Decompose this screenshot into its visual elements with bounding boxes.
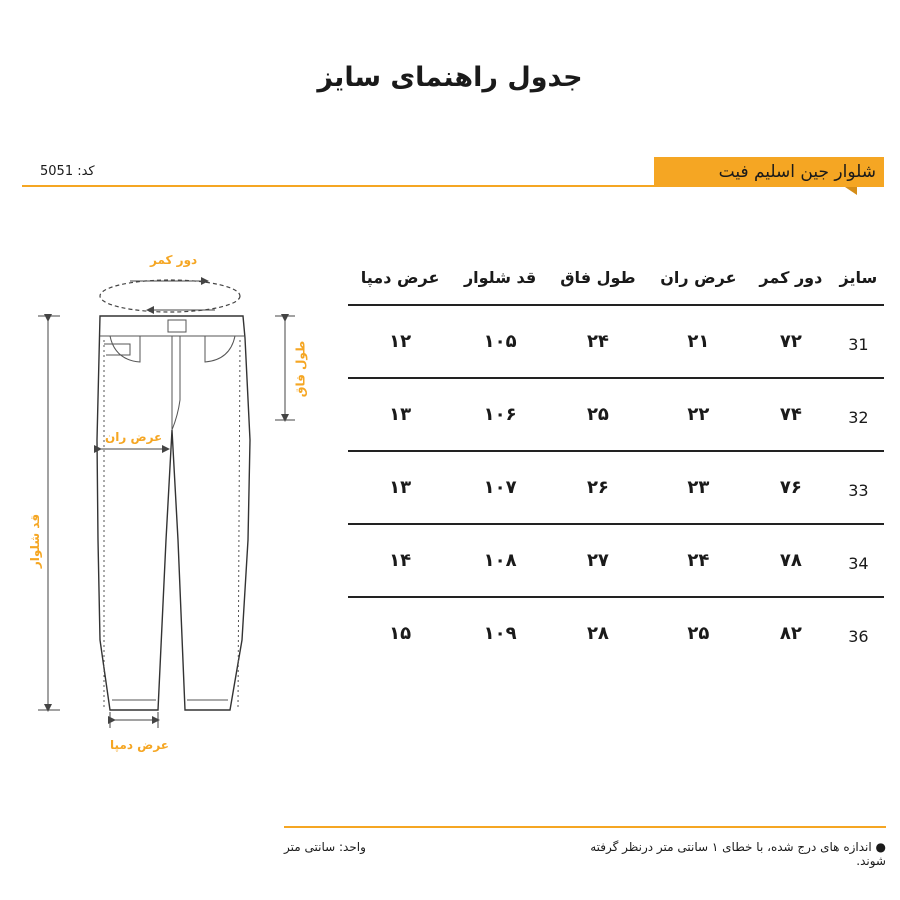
thigh-label: عرض ران [105, 430, 163, 444]
waist-measure-ellipse [100, 280, 240, 312]
header-rise: طول فاق [548, 250, 648, 305]
rise-cell: ۲۸ [586, 623, 609, 644]
tolerance-note-text: اندازه های درج شده، با خطای ۱ سانتی متر درنظر گرفته شوند. [590, 840, 886, 868]
hem-cell: ۱۳ [348, 451, 452, 524]
size-cell: 32 [833, 378, 884, 451]
jeans-diagram [0, 240, 320, 770]
tolerance-note [560, 840, 886, 868]
product-name-tab: شلوار جین اسلیم فیت [654, 157, 884, 187]
length-cell: ۱۰۵ [452, 305, 548, 378]
product-code: کد: 5051 [40, 164, 95, 179]
waist-cell: ۸۲ [779, 623, 802, 644]
length-label: قد شلوار [28, 513, 43, 569]
thigh-cell: ۲۴ [648, 524, 749, 597]
table-row [348, 451, 884, 524]
footer-divider [284, 826, 886, 828]
header-thigh: عرض ران [648, 250, 749, 305]
waist-cell: ۷۴ [749, 378, 833, 451]
unit-label: واحد: سانتی متر [284, 840, 366, 854]
hem-cell: ۱۲ [348, 305, 452, 378]
rise-label: طول فاق [293, 340, 308, 398]
size-table [348, 250, 884, 669]
hem-label: عرض دمپا [110, 738, 169, 752]
thigh-cell: ۲۵ [687, 623, 710, 644]
rise-cell: ۲۷ [548, 524, 648, 597]
waist-cell: ۷۸ [749, 524, 833, 597]
header-length: قد شلوار [452, 250, 548, 305]
table-row [348, 524, 884, 597]
header-hem: عرض دمپا [348, 250, 452, 305]
page-title: جدول راهنمای سایز [317, 62, 583, 93]
rise-cell: ۲۵ [548, 378, 648, 451]
hem-cell: ۱۵ [389, 623, 412, 644]
jeans-outline [97, 316, 250, 710]
size-cell: 31 [833, 305, 884, 378]
size-cell: 36 [848, 626, 869, 646]
header-divider [22, 185, 654, 187]
thigh-cell: ۲۳ [648, 451, 749, 524]
thigh-cell: ۲۲ [648, 378, 749, 451]
header-waist: دور کمر [749, 250, 833, 305]
table-row [348, 597, 884, 669]
table-header-row [348, 250, 884, 305]
product-tab-tail [845, 187, 857, 195]
table-row [348, 305, 884, 378]
rise-cell: ۲۴ [548, 305, 648, 378]
header-size: سایز [833, 250, 884, 305]
hem-cell: ۱۳ [348, 378, 452, 451]
size-cell: 34 [833, 524, 884, 597]
waist-cell: ۷۶ [749, 451, 833, 524]
length-cell: ۱۰۹ [483, 623, 517, 644]
bullet-icon: ● [871, 840, 886, 854]
table-row [348, 378, 884, 451]
waist-label: دور کمر [150, 253, 198, 267]
size-cell: 33 [833, 451, 884, 524]
rise-cell: ۲۶ [548, 451, 648, 524]
hem-cell: ۱۴ [348, 524, 452, 597]
waist-cell: ۷۲ [749, 305, 833, 378]
length-cell: ۱۰۸ [452, 524, 548, 597]
thigh-cell: ۲۱ [648, 305, 749, 378]
length-cell: ۱۰۶ [452, 378, 548, 451]
length-cell: ۱۰۷ [452, 451, 548, 524]
